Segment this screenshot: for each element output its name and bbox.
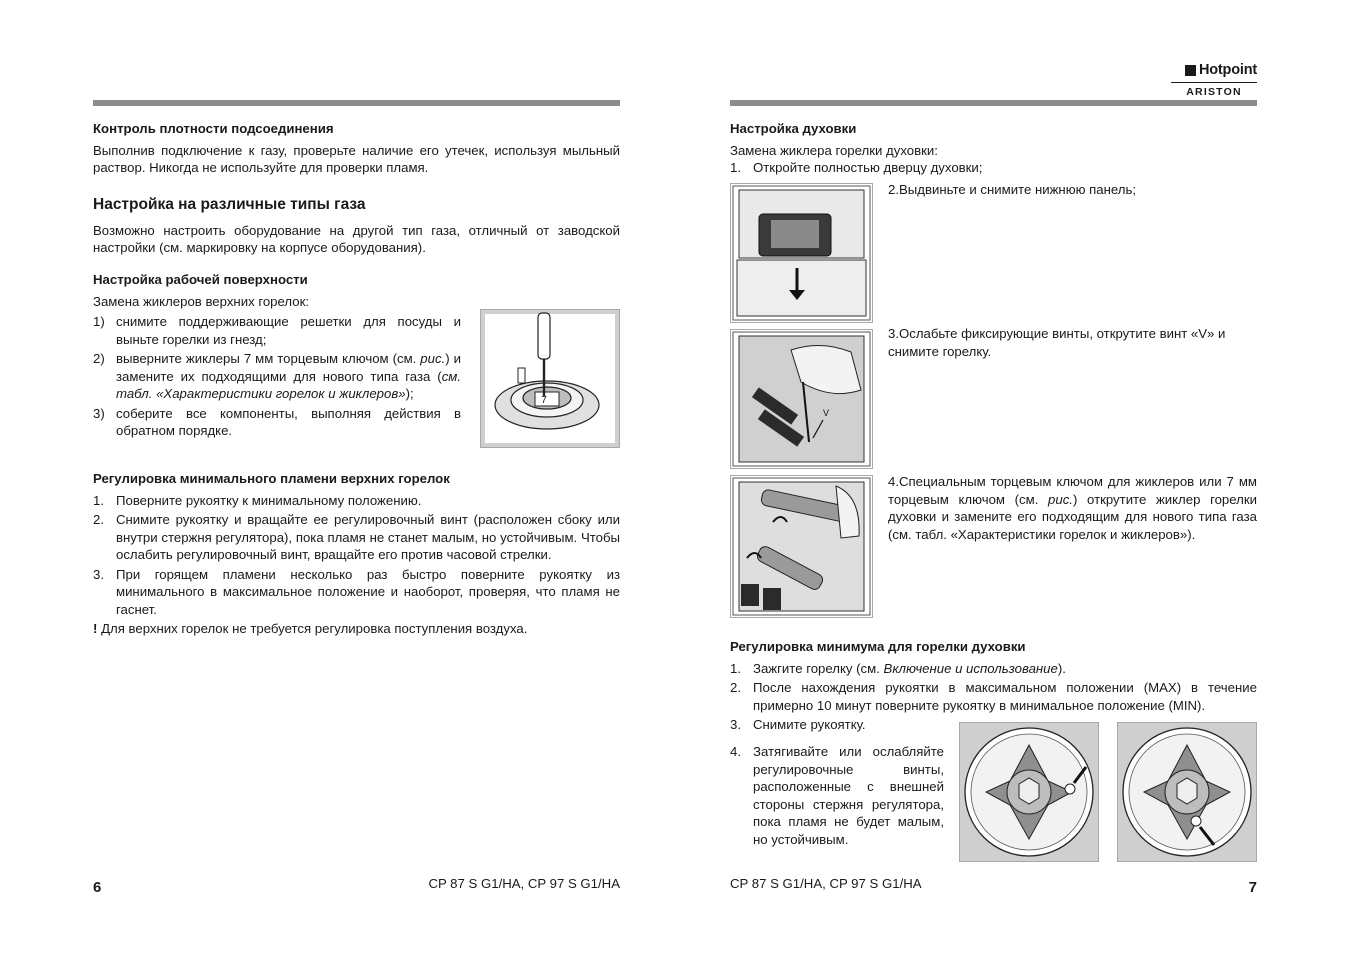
section-heading: Регулировка минимума для горелки духовки: [730, 639, 1026, 654]
left-page: [93, 0, 620, 954]
brand-logo: Hotpoint ARISTON: [1171, 62, 1257, 98]
list-item: [730, 159, 1257, 177]
paragraph: Замена жиклеров верхних горелок:: [93, 293, 310, 309]
oven-min-item4: [730, 743, 944, 848]
hob-section-header: [93, 271, 620, 310]
oven-step-3: 3.Ослабьте фиксирующие винты, открутите винт «V» и снимите горелку.: [888, 326, 1226, 359]
list-item: [93, 511, 620, 564]
list-number: 3.: [730, 717, 741, 732]
oven-setup-section: [730, 120, 1257, 177]
right-page: [730, 0, 1257, 954]
list-text: снимите поддерживающие решетки для посуды и выньте горелки из гнезд;: [116, 314, 461, 347]
model-footer: CP 87 S G1/HA, CP 97 S G1/HA: [730, 876, 922, 891]
list-text: После нахождения рукоятки в максимальном положении (MAX) в течение примерно 10 минут поверните рукоятку в минимальное положение (MIN).: [753, 680, 1257, 713]
list-number: 4.: [730, 744, 741, 759]
list-number: 2): [93, 351, 105, 366]
gas-type-section: [93, 196, 620, 257]
header-rule: [730, 100, 1257, 106]
leak-check-section: [93, 120, 620, 177]
list-number: 1): [93, 314, 105, 329]
list-text: Зажгите горелку (см. Включение и использование).: [753, 660, 1066, 676]
list-item: [93, 566, 620, 619]
list-item: [93, 350, 461, 403]
list-text: соберите все компоненты, выполняя действия в обратном порядке.: [116, 405, 461, 438]
section-heading: Настройка рабочей поверхности: [93, 272, 308, 287]
list-text: Снимите рукоятку.: [753, 717, 866, 732]
hob-steps-list: [93, 313, 461, 440]
section-heading: Регулировка минимального пламени верхних горелок: [93, 471, 450, 486]
page-number: 7: [1248, 879, 1257, 896]
section-title: Настройка на различные типы газа: [93, 196, 366, 213]
oven-min-flame-section: [730, 638, 1257, 734]
paragraph: Замена жиклера горелки духовки:: [730, 142, 938, 158]
valve-screw-figure-2: [1117, 722, 1257, 862]
section-heading: Настройка духовки: [730, 121, 857, 136]
list-number: 1.: [730, 160, 741, 175]
paragraph: Выполнив подключение к газу, проверьте наличие его утечек, используя мыльный раствор. Никогда не используйте для проверки пламя.: [93, 142, 620, 175]
burner-min-flame-section: [93, 470, 620, 638]
list-item: [730, 679, 1257, 714]
svg-text:V: V: [823, 408, 830, 418]
logo-mark-icon: [1185, 65, 1196, 76]
section-heading: Контроль плотности подсоединения: [93, 121, 334, 136]
paragraph: Возможно настроить оборудование на другой тип газа, отличный от заводской настройки (см. маркировку на корпусе оборудования).: [93, 222, 620, 255]
oven-jet-wrench-figure: [730, 475, 873, 618]
list-number: 1.: [93, 492, 104, 508]
list-text: Поверните рукоятку к минимальному положению.: [116, 492, 422, 508]
list-item: [93, 313, 461, 348]
oven-panel-figure: [730, 183, 873, 323]
model-footer: CP 87 S G1/HA, CP 97 S G1/HA: [428, 876, 620, 891]
note: ! Для верхних горелок не требуется регулировка поступления воздуха.: [93, 621, 528, 636]
header-rule: [93, 100, 620, 106]
list-text: Откройте полностью дверцу духовки;: [753, 160, 983, 175]
list-number: 3): [93, 405, 105, 421]
page-number: 6: [93, 879, 102, 896]
list-text: При горящем пламени несколько раз быстро поверните рукоятку из минимального в максимальное положение и наоборот, проверяя, что пламя не гаснет.: [116, 566, 620, 617]
note-mark: !: [93, 621, 98, 636]
svg-text:7: 7: [541, 395, 547, 406]
list-text: Затягивайте или ослабляйте регулировочные винты, расположенные с внешней стороны стержня регулятора, пока пламя не будет малым, но устойчивым.: [753, 744, 944, 847]
oven-step-4: 4.Специальным торцевым ключом для жиклеров или 7 мм торцевым ключом (см. рис.) открутите жиклер горелки духовки и замените его подходящим для нового типа газа (см. табл. «Характеристики горелок и жиклеров»).: [888, 474, 1257, 542]
list-text: выверните жиклеры 7 мм торцевым ключом (см. рис.) и замените их подходящими для нового типа газа (см. табл. «Характеристики горелок и жиклеров»);: [116, 351, 461, 401]
oven-burner-screw-figure: [730, 329, 873, 469]
oven-step-2: 2.Выдвиньте и снимите нижнюю панель;: [888, 182, 1137, 197]
list-item: [730, 743, 944, 848]
list-number: 1.: [730, 660, 741, 676]
list-number: 2.: [730, 680, 741, 695]
burner-jet-figure: [480, 309, 620, 448]
valve-screw-figure-1: [959, 722, 1099, 862]
list-number: 2.: [93, 512, 104, 527]
list-number: 3.: [93, 566, 104, 582]
list-item: [730, 660, 1257, 678]
list-text: Снимите рукоятку и вращайте ее регулировочный винт (расположен сбоку или внутри стержня регулятора), пока пламя не станет малым, но устойчивым. Чтобы ослабить регулировочный винт, вращайте его против часовой стрелки.: [116, 512, 620, 562]
list-item: [93, 492, 620, 510]
list-item: [93, 405, 461, 440]
